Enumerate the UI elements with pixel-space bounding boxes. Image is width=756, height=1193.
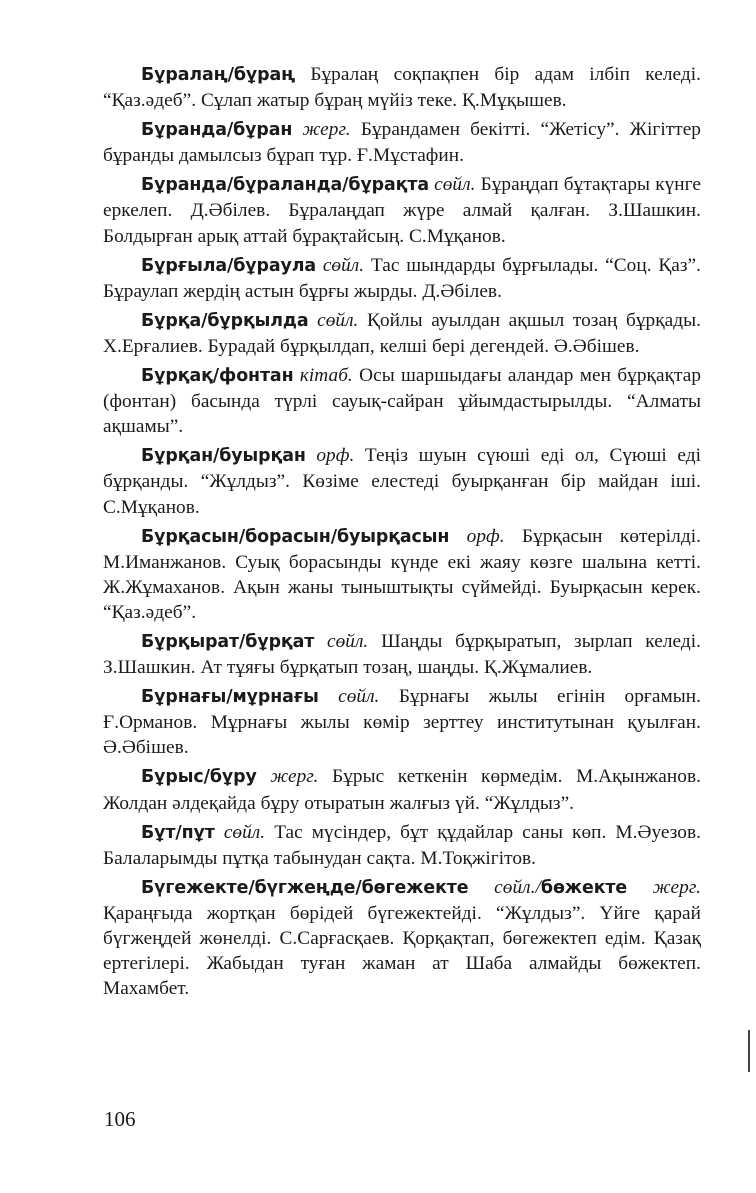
entry-text: Бұраңдап бұтақтары күнге еркелеп. Д.Әбілев. Бұралаңдап жүре алмай қалған. З.Шашкин. Болдырған арық аттай бұрақтайсың. С.Мұқанов.: [103, 174, 701, 247]
headword: Бұралаң/бұраң: [141, 65, 296, 85]
headword: Бұрқырат/бұрқат: [141, 631, 315, 652]
entry-text: Тас мүсіндер, бұт құдайлар саны көп. М.Әуезов. Балаларымды пұтқа табынудан сақта. М.Тоқжігітов.: [103, 821, 702, 869]
gloss: жерг.: [652, 876, 702, 898]
entry: [103, 363, 701, 439]
entry: [103, 820, 701, 871]
entry-text: Осы шаршыдағы аландар мен бұрқақтар (фонтан) басында түрлі сауық-сайран ұйымдастырылды. “Алматы ақшамы”.: [103, 365, 702, 438]
headword: Бұрғыла/бұраула: [141, 255, 317, 276]
page-number: 106: [104, 1107, 136, 1131]
entry: [103, 764, 701, 815]
headword: Бұрқа/бұрқылда: [141, 310, 309, 331]
entry-text: Қойлы ауылдан ақшыл тозаң бұрқады. Х.Ерғалиев. Бурадай бұрқылдап, келші бері дегендей. Ә.Әбішев.: [103, 309, 702, 357]
headword: Бұрыс/бұру: [141, 767, 257, 788]
entry: [103, 629, 701, 680]
entry-text: Бұралаң соқпақпен бір адам ілбіп келеді. “Қаз.әдеб”. Сұлап жатыр бұраң мүйіз теке. Қ.Мұқышев.: [103, 64, 701, 112]
headword: Бұрқан/буырқан: [141, 446, 306, 467]
entry-text: Бұрнағы жылы егінін орғамын. Ғ.Орманов. Мұрнағы жылы көмір зерттеу институтынан қуылған. Ә.Әбішев.: [103, 686, 701, 759]
entry: [103, 443, 701, 519]
entry-text: Қараңғыда жортқан бөрідей бүгежектейді. “Жұлдыз”. Үйге қарай бүгжеңдей жөнелді. С.Сарғасқаев. Қорқақтап, бөгежектеп едім. Қазақ ертегілері. Жабыдан туған жаман ат Шаба алмайды бөжектеп. Махамбет.: [103, 902, 701, 1000]
headword: Бұт/пұт: [141, 822, 215, 843]
dictionary-page: [103, 62, 701, 1005]
entry-text: Теңіз шуын сүюші еді ол, Сүюші еді бұрқанды. “Жұлдыз”. Көзіме елестеді буырқанған бір майдан іші. С.Мұқанов.: [103, 445, 701, 518]
gloss: сөйл.: [322, 254, 365, 276]
entry: [103, 253, 701, 304]
gloss: сөйл.: [338, 686, 380, 708]
entry: [103, 308, 701, 359]
gloss: сөйл./: [494, 876, 541, 898]
entry: [103, 172, 701, 248]
gloss: жерг.: [302, 119, 351, 141]
entry-text: Тас шындарды бұрғылады. “Соц. Қаз”. Бұраулап жердің астын бұрғы жырды. Д.Әбілев.: [103, 254, 702, 302]
entry-text: Бұрқасын көтерілді. М.Иманжанов. Суық борасынды күнде екі жаяу көзге шалына кетті. Ж.Жұмаханов. Ақын жаны тыныштықты сүймейді. Буырқасын керек. “Қаз.әдеб”.: [103, 525, 701, 623]
headword: Бұрқасын/борасын/буырқасын: [141, 526, 450, 547]
entry-text: Бұрандамен бекітті. “Жетісу”. Жігіттер бұранды дамылсыз бұрап тұр. Ғ.Мұстафин.: [103, 119, 701, 167]
entry-text: Бұрыс кеткенін көрмедім. М.Ақынжанов. Жолдан әлдеқайда бұру отыратын жалғыз үй. “Жұлдыз”.: [103, 766, 701, 814]
gloss: жерг.: [270, 766, 319, 788]
headword: Бұранда/бұраланда/бұрақта: [141, 175, 429, 196]
gloss: сөйл.: [434, 174, 476, 196]
headword: Бүгежекте/бүгжеңде/бөгежекте: [141, 877, 469, 898]
gloss: кітаб.: [299, 365, 353, 387]
headword: Бұранда/бұран: [141, 120, 293, 141]
headword: Бұрқақ/фонтан: [141, 366, 294, 387]
entry: [103, 524, 701, 625]
entry: [103, 684, 701, 760]
gloss: сөйл.: [223, 821, 266, 843]
headword: Бұрнағы/мұрнағы: [141, 687, 319, 708]
entry-text: Шаңды бұрқыратып, зырлап келеді. З.Шашкин. Ат тұяғы бұрқатып тозаң, шаңды. Қ.Жұмалиев.: [103, 630, 702, 679]
headword: бөжекте: [540, 877, 628, 898]
entry: [103, 117, 701, 168]
entry: [103, 875, 701, 1001]
margin-mark: [748, 1030, 750, 1072]
gloss: орф.: [316, 445, 355, 467]
gloss: сөйл.: [326, 630, 369, 652]
entry: [103, 62, 701, 113]
gloss: орф.: [466, 525, 505, 547]
gloss: сөйл.: [317, 309, 359, 331]
